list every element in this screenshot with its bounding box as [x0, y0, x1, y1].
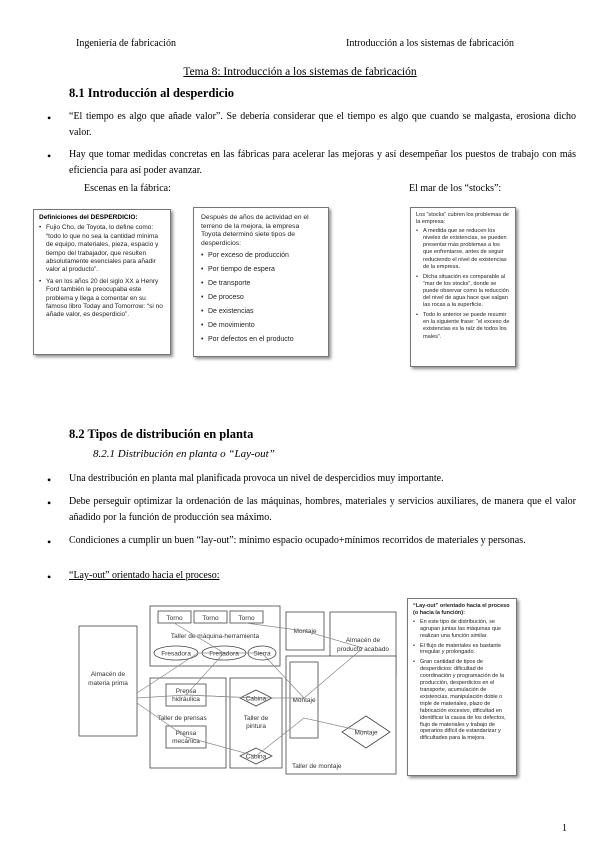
header-left: Ingeniería de fabricación	[76, 38, 176, 49]
taller-maquina-label: Taller de máquina-herramienta	[170, 633, 260, 640]
sierra-label: Sierra	[253, 650, 271, 658]
section-2-bullet-4: “Lay-out” orientado hacia el proceso:	[69, 570, 220, 581]
taller-montaje-label: Taller de montaje	[292, 763, 342, 770]
stocks-box-intro: Los “stocks” cubren los problemas de la empresa:	[416, 212, 509, 226]
taller-pintura-label-2: pintura	[246, 723, 266, 730]
layout-proceso-item: • En este tipo de distribución, se agrupan juntas las máquinas que realizan una función similar.	[413, 619, 511, 640]
definiciones-box	[33, 209, 171, 355]
almacen-mp-label-1: Almacén de	[90, 671, 126, 678]
fresadora-2-label: Fresadora	[209, 650, 239, 658]
definiciones-item: • Fujio Cho, de Toyota, lo define como: “todo lo que no sea la cantidad mínima de equipo, materiales, pieza, espacio y tiempo del trabajador, que resulten absolutamente esenciales para añadir valor al producto”.	[39, 224, 165, 274]
section-2-heading: 8.2 Tipos de distribución en planta	[69, 427, 254, 441]
page-number: 1	[562, 823, 567, 834]
desperdicio-item: • De existencias	[201, 306, 321, 317]
bullet-dot: •	[47, 496, 52, 510]
layout-proceso-box	[407, 598, 517, 776]
section-1-bullet-1: “El tiempo es algo que añade valor”. Se debería considerar que el tiempo es algo que cuando se malgasta, erosiona dicho valor.	[69, 111, 576, 138]
desperdicio-item: • De movimiento	[201, 320, 321, 331]
almacen-mp-label-2: materia prima	[88, 680, 128, 687]
section-1-bullet-2: Hay que tomar medidas concretas en las fábricas para acelerar las mejoras y así desempeñar los puestos de trabajo con más eficiencia para así poder avanzar.	[69, 149, 576, 176]
torno-3-label: Torno	[238, 615, 255, 622]
definiciones-box-title: Definiciones del DESPERDICIO:	[39, 214, 138, 221]
bullet-dot: •	[47, 535, 52, 549]
label-mar-stocks: El mar de los “stocks”:	[409, 183, 502, 194]
label-escenas: Escenas en la fábrica:	[84, 183, 171, 194]
desperdicio-item: • Por tiempo de espera	[201, 264, 321, 275]
prensa-mecanica-label-1: Prensa	[175, 730, 197, 737]
section-2-subheading: 8.2.1 Distribución en planta o “Lay-out”	[93, 448, 275, 460]
header-right: Introducción a los sistemas de fabricación	[346, 38, 514, 49]
stocks-item: • A medida que se reducen los niveles de existencias, se pueden presentar más problemas a los que enfrentarse, antes de seguir reduciendo el nivel de existencias de la empresa.	[416, 228, 510, 271]
desperdicio-item: • Por defectos en el producto	[201, 334, 321, 345]
desperdicio-item: • De transporte	[201, 278, 321, 289]
montaje-top-label: Montaje	[293, 628, 317, 635]
siete-desperdicios-box	[193, 207, 329, 357]
layout-diagram	[78, 598, 400, 778]
definiciones-item: • Ya en los años 20 del siglo XX a Henry Ford también le preocupaba este problema y llega a comentar en su famoso libro Today and Tomorrow: “si no añade valor, es desperdicio”.	[39, 278, 165, 320]
section-2-bullet-2: Debe perseguir optimizar la ordenación de las máquinas, hombres, materiales y servicios auxiliares, de manera que el valor añadido por la función de producción sea máximo.	[69, 496, 576, 523]
taller-prensas-label: Taller de prensas	[157, 715, 207, 722]
layout-proceso-item: • Gran cantidad de tipos de desperdicios: dificultad de coordinación y programación de la producción, desperdicios en el transporte, acumulación de existencias, manipulación doble o triple de materiales, plazo de fabricación excesivo, dificultad en identificar la causa de los defectos, flujo de materiales y trabajo de operarios difícil de estandarizar y dificultades para la mejora.	[413, 659, 511, 742]
stocks-box	[410, 207, 516, 367]
desperdicio-item: • Por exceso de producción	[201, 250, 321, 261]
section-2-bullet-3: Condiciones a cumplir un buen “lay-out”: mínimo espacio ocupado+mínimos recorridos de materiales y personas.	[69, 535, 526, 546]
section-1-heading: 8.1 Introducción al desperdicio	[69, 86, 235, 100]
desperdicio-item: • De proceso	[201, 292, 321, 303]
almacen-pa-label-1: Almacén de	[345, 637, 381, 644]
bullet-dot: •	[47, 473, 52, 487]
prensa-hidraulica-label-2: hidráulica	[172, 696, 200, 703]
montaje-diamond-label: Montaje	[354, 729, 378, 737]
bullet-dot: •	[47, 111, 52, 125]
cabina-2-label: Cabina	[245, 753, 267, 761]
montaje-middle-label: Montaje	[292, 697, 316, 704]
layout-proceso-box-title: “Lay-out” orientado hacia el proceso (o hacia la función):	[413, 603, 510, 616]
torno-1-label: Torno	[166, 615, 183, 622]
bullet-dot: •	[47, 570, 52, 584]
layout-proceso-item: • El flujo de materiales es bastante irregular y prolongado.	[413, 643, 511, 657]
cabina-1-label: Cabina	[245, 695, 267, 703]
section-2-bullet-1: Una destribución en planta mal planificada provoca un nivel de despercidios muy importante.	[69, 473, 444, 484]
fresadora-1-label: Fresadora	[161, 650, 191, 658]
almacen-pa-label-2: producto acabado	[336, 646, 390, 653]
page-title: Tema 8: Introducción a los sistemas de fabricación	[183, 66, 417, 78]
stocks-item: • Todo lo anterior se puede resumir en la siguiente frase: “el exceso de existencias es la raíz de todos los males”.	[416, 312, 510, 340]
prensa-hidraulica-label-1: Prensa	[175, 688, 197, 695]
bullet-dot: •	[47, 149, 52, 163]
torno-2-label: Torno	[202, 615, 219, 622]
stocks-item: • Dicha situación es comparable al “mar de los stocks”, donde se puede observar como la reducción del nivel de agua hace que salgan las rocas a la superficie.	[416, 274, 510, 309]
taller-pintura-label-1: Taller de	[243, 715, 269, 722]
prensa-mecanica-label-2: mecánica	[172, 738, 200, 745]
siete-desperdicios-intro: Después de años de actividad en el terreno de la mejora, la empresa Toyota determinó siete tipos de desperdicios:	[201, 214, 309, 247]
